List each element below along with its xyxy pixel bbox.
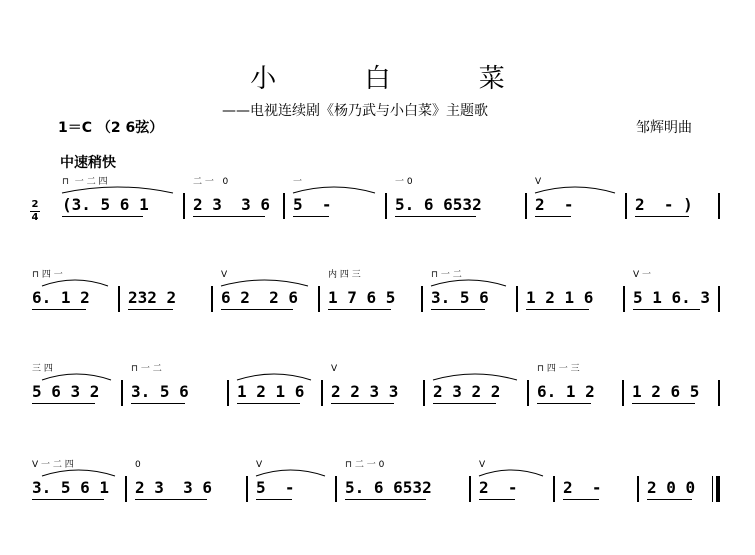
tempo-marking: 中速稍快 [60,155,116,171]
fingering-marks: ⊓ 二 一 0 [345,460,385,470]
fingering-marks: ⊓ 一 二 [431,270,462,280]
fingering-marks: ⊓ 四 一 [32,270,63,280]
fingering-marks: 二 一 0 [193,177,229,187]
measure-notes: 5 6 3 2 [32,382,100,401]
measure-notes: 2 0 0 [647,478,696,497]
fingering-marks: ⊓ 一 二 四 [62,177,108,187]
measure-notes: 2 2 3 3 [331,382,399,401]
fingering-marks: V 一 [633,270,652,280]
fingering-marks: ⊓ 一 二 [131,364,162,374]
measure-notes: 3. 5 6 [131,382,189,401]
measure-notes: 2 - [563,478,602,497]
measure-notes: 5 - [293,195,332,214]
song-title: 小 白 菜 [250,64,545,94]
slur-arc [42,470,115,476]
slur-arc [479,470,543,476]
fingering-marks: 0 [135,460,141,470]
fingering-marks: 一 0 [395,177,413,187]
measure-notes: 5. 6 6532 [395,195,482,214]
measure-notes: 6. 1 2 [537,382,595,401]
time-signature-top: 2 [31,199,39,210]
measure-notes: 5 - [256,478,295,497]
measure-notes: 2 3 3 6 [193,195,271,214]
measure-notes: 5 1 6. 3 [633,288,711,307]
fingering-marks: V [256,460,263,470]
measure-notes: (3. 5 6 1 [62,195,149,214]
composer-credit: 邹辉明曲 [636,120,692,136]
fingering-marks: 一 [293,177,303,187]
fingering-marks: 内 四 三 [328,270,361,280]
key-signature: 1＝C （2 6弦） [58,120,164,136]
measure-notes: 2 3 2 2 [433,382,501,401]
measure-notes: 1 7 6 5 [328,288,396,307]
time-signature-bottom: 4 [31,212,39,223]
measure-notes: 1 2 1 6 [526,288,594,307]
fingering-marks: 三 四 [32,364,53,374]
fingering-marks: V [535,177,542,187]
fingering-marks: ⊓ 四 一 三 [537,364,580,374]
song-subtitle: ——电视连续剧《杨乃武与小白菜》主题歌 [222,103,488,119]
measure-notes: 2 - ) [635,195,693,214]
fingering-marks: V [479,460,486,470]
measure-notes: 2 - [479,478,518,497]
measure-notes: 5. 6 6532 [345,478,432,497]
measure-notes: 3. 5 6 [431,288,489,307]
fingering-marks: V 一 二 四 [32,460,74,470]
measure-notes: 3. 5 6 1 [32,478,110,497]
measure-notes: 2 - [535,195,574,214]
measure-notes: 6 2 2 6 [221,288,299,307]
measure-notes: 1 2 6 5 [632,382,700,401]
measure-notes: 1 2 1 6 [237,382,305,401]
slur-arc [256,470,325,476]
measure-notes: 6. 1 2 [32,288,90,307]
fingering-marks: V [221,270,228,280]
measure-notes: 2 3 3 6 [135,478,213,497]
fingering-marks: V [331,364,338,374]
measure-notes: 232 2 [128,288,177,307]
